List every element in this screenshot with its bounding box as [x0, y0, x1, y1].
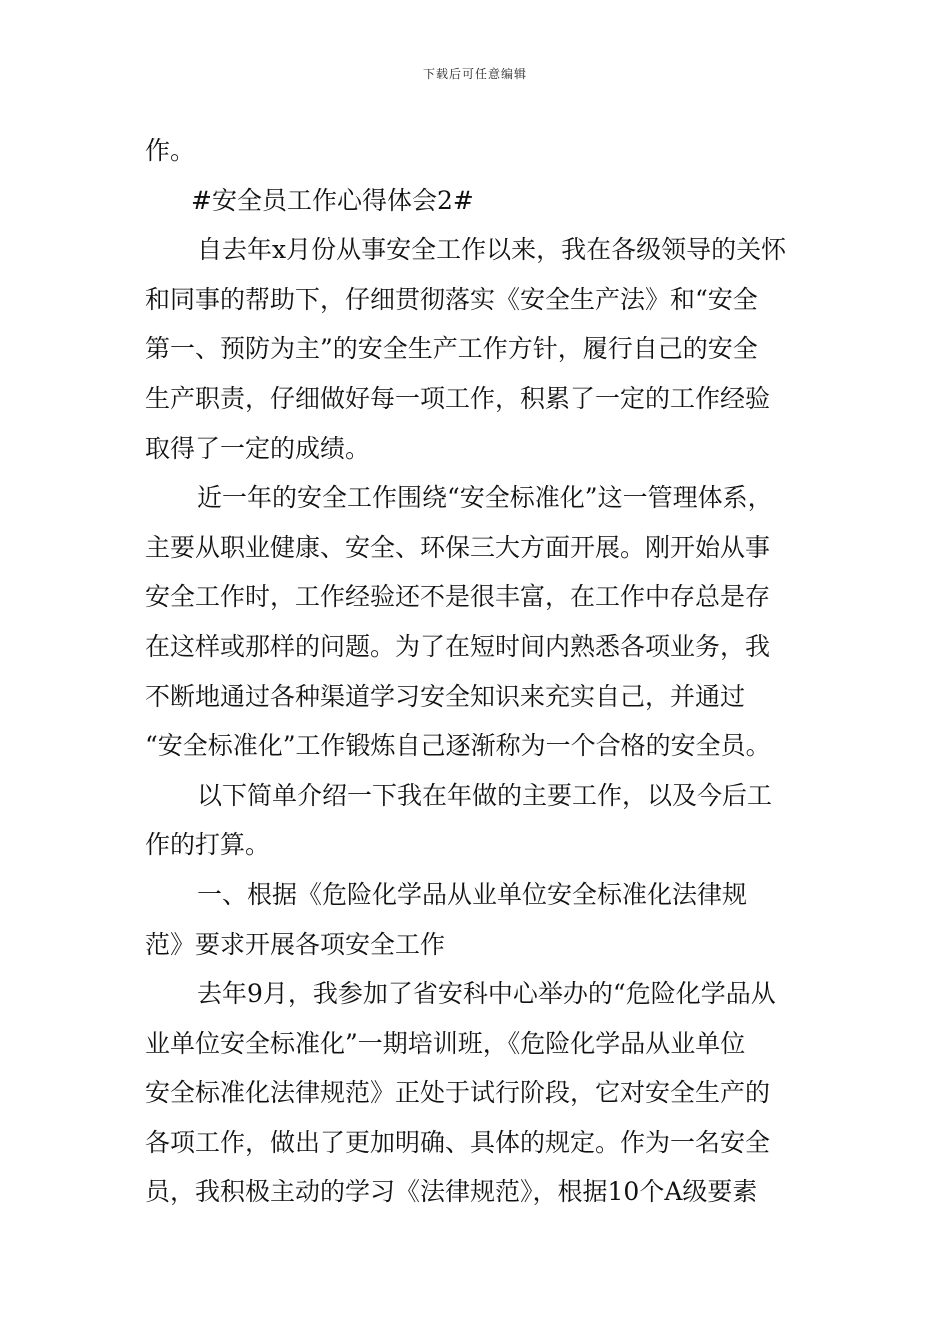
page-header: 下载后可任意编辑	[422, 67, 527, 81]
paragraph-line: 主要从职业健康、安全、环保三大方面开展。刚开始从事	[145, 532, 771, 562]
paragraph-line: 和同事的帮助下，仔细贯彻落实《安全生产法》和“安全	[145, 284, 758, 314]
subsection-heading: 一、根据《危险化学品从业单位安全标准化法律规	[197, 879, 748, 909]
paragraph-line: 安全工作时，工作经验还不是很丰富，在工作中存总是存	[145, 582, 771, 612]
section-heading: #安全员工作心得体会2#	[191, 185, 474, 215]
paragraph-line: 自去年x月份从事安全工作以来，我在各级领导的关怀	[197, 235, 787, 265]
paragraph-line: 第一、预防为主”的安全生产工作方针，履行自己的安全	[145, 334, 758, 364]
paragraph-line: 取得了一定的成绩。	[145, 433, 371, 463]
paragraph-line: 各项工作，做出了更加明确、具体的规定。作为一名安全	[145, 1127, 771, 1157]
document-body	[145, 126, 815, 1217]
paragraph-line: 业单位安全标准化”一期培训班，《危险化学品从业单位	[145, 1028, 746, 1058]
paragraph-line: 作。	[145, 136, 196, 165]
paragraph-line: 去年9月，我参加了省安科中心举办的“危险化学品从	[197, 979, 776, 1009]
paragraph-line: 近一年的安全工作围绕“安全标准化”这一管理体系，	[197, 483, 773, 513]
paragraph-line: 不断地通过各种渠道学习安全知识来充实自己，并通过	[145, 681, 746, 711]
paragraph-line: 生产职责，仔细做好每一项工作，积累了一定的工作经验	[145, 383, 771, 413]
paragraph-line: 作的打算。	[145, 830, 271, 860]
paragraph-line: “安全标准化”工作锻炼自己逐渐称为一个合格的安全员。	[145, 731, 771, 761]
paragraph-line: 以下简单介绍一下我在年做的主要工作，以及今后工	[197, 780, 773, 810]
paragraph-line: 安全标准化法律规范》正处于试行阶段，它对安全生产的	[145, 1078, 771, 1108]
paragraph-line: 员，我积极主动的学习《法律规范》，根据10个A级要素	[145, 1177, 758, 1207]
paragraph-line: 在这样或那样的问题。为了在短时间内熟悉各项业务，我	[145, 631, 771, 661]
subsection-heading: 范》要求开展各项安全工作	[145, 929, 446, 959]
